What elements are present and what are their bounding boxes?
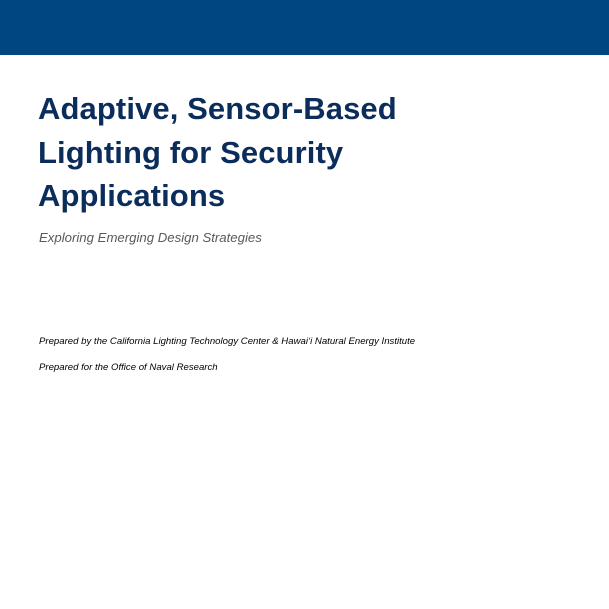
document-subtitle: Exploring Emerging Design Strategies — [39, 230, 262, 245]
title-line-3: Applications — [38, 178, 226, 213]
header-banner — [0, 0, 609, 55]
title-line-1: Adaptive, Sensor-Based — [38, 91, 397, 126]
prepared-for-text: Prepared for the Office of Naval Research — [39, 362, 218, 373]
prepared-by-text: Prepared by the California Lighting Technology Center & Hawaiʻi Natural Energy Institute — [39, 336, 416, 347]
title-line-2: Lighting for Security — [38, 134, 344, 170]
document-title — [38, 87, 458, 218]
